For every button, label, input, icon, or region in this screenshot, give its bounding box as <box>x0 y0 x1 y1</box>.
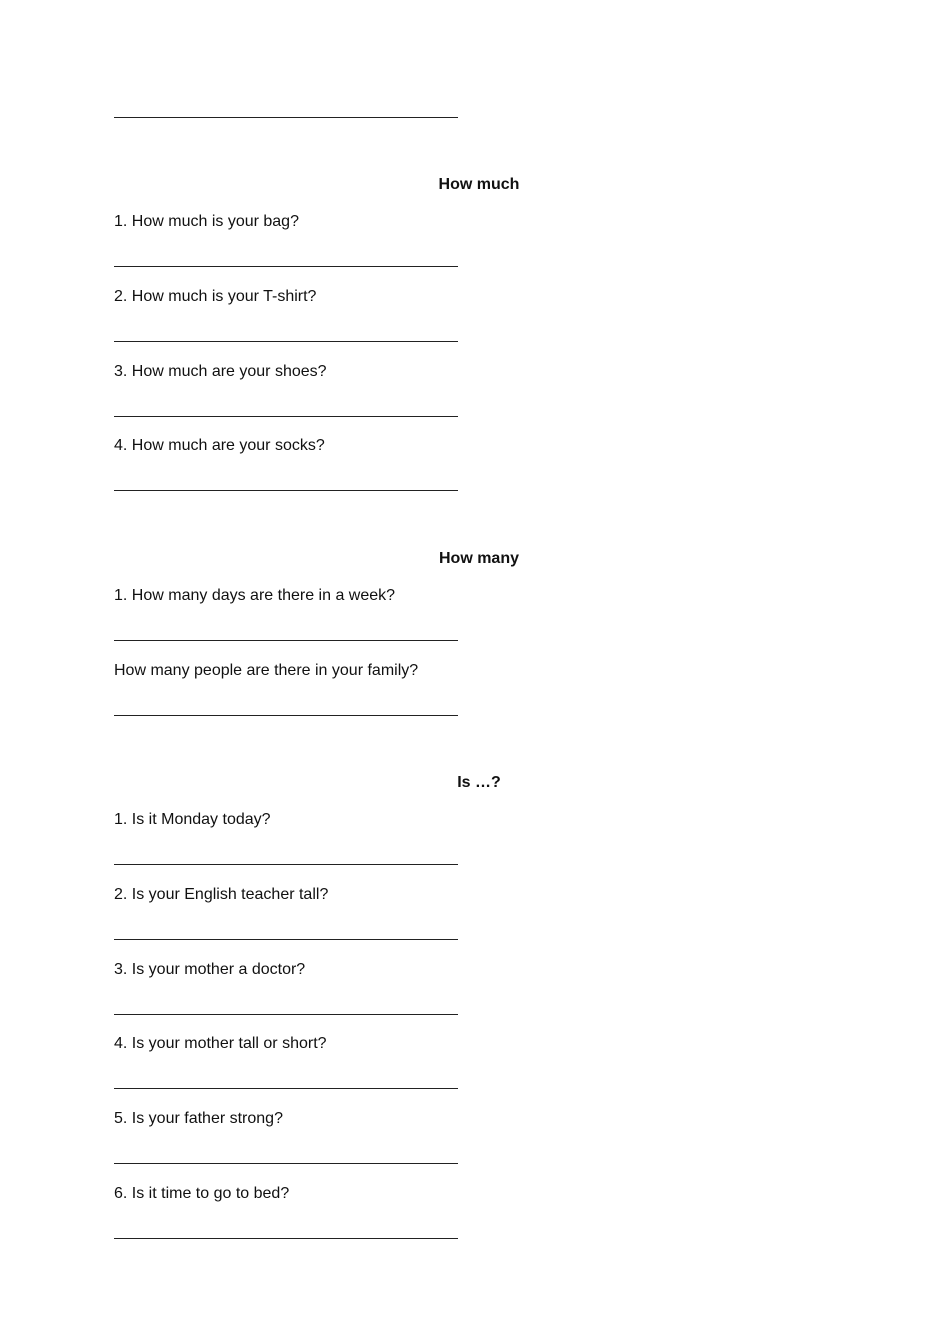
section-heading-how-much: How much <box>438 176 520 193</box>
answer-line[interactable] <box>114 1163 458 1164</box>
answer-line[interactable] <box>114 1014 458 1015</box>
question-text: 3. How much are your shoes? <box>114 363 327 380</box>
question-text: 2. Is your English teacher tall? <box>114 886 329 903</box>
question-text: 1. How much is your bag? <box>114 213 299 230</box>
question-text: 2. How much is your T-shirt? <box>114 288 317 305</box>
answer-line[interactable] <box>114 1088 458 1089</box>
answer-line[interactable] <box>114 864 458 865</box>
question-text: 5. Is your father strong? <box>114 1110 283 1127</box>
answer-line[interactable] <box>114 117 458 118</box>
answer-line[interactable] <box>114 939 458 940</box>
section-heading-is: Is …? <box>457 774 501 791</box>
answer-line[interactable] <box>114 640 458 641</box>
answer-line[interactable] <box>114 715 458 716</box>
question-text: 4. How much are your socks? <box>114 437 325 454</box>
question-text: 3. Is your mother a doctor? <box>114 961 306 978</box>
answer-line[interactable] <box>114 490 458 491</box>
question-text: 4. Is your mother tall or short? <box>114 1035 327 1052</box>
answer-line[interactable] <box>114 1238 458 1239</box>
answer-line[interactable] <box>114 266 458 267</box>
question-text: 1. Is it Monday today? <box>114 811 271 828</box>
answer-line[interactable] <box>114 416 458 417</box>
answer-line[interactable] <box>114 341 458 342</box>
question-text: 6. Is it time to go to bed? <box>114 1185 290 1202</box>
section-heading-how-many: How many <box>438 550 519 567</box>
question-text: 1. How many days are there in a week? <box>114 587 396 604</box>
question-text: How many people are there in your family? <box>114 662 419 679</box>
